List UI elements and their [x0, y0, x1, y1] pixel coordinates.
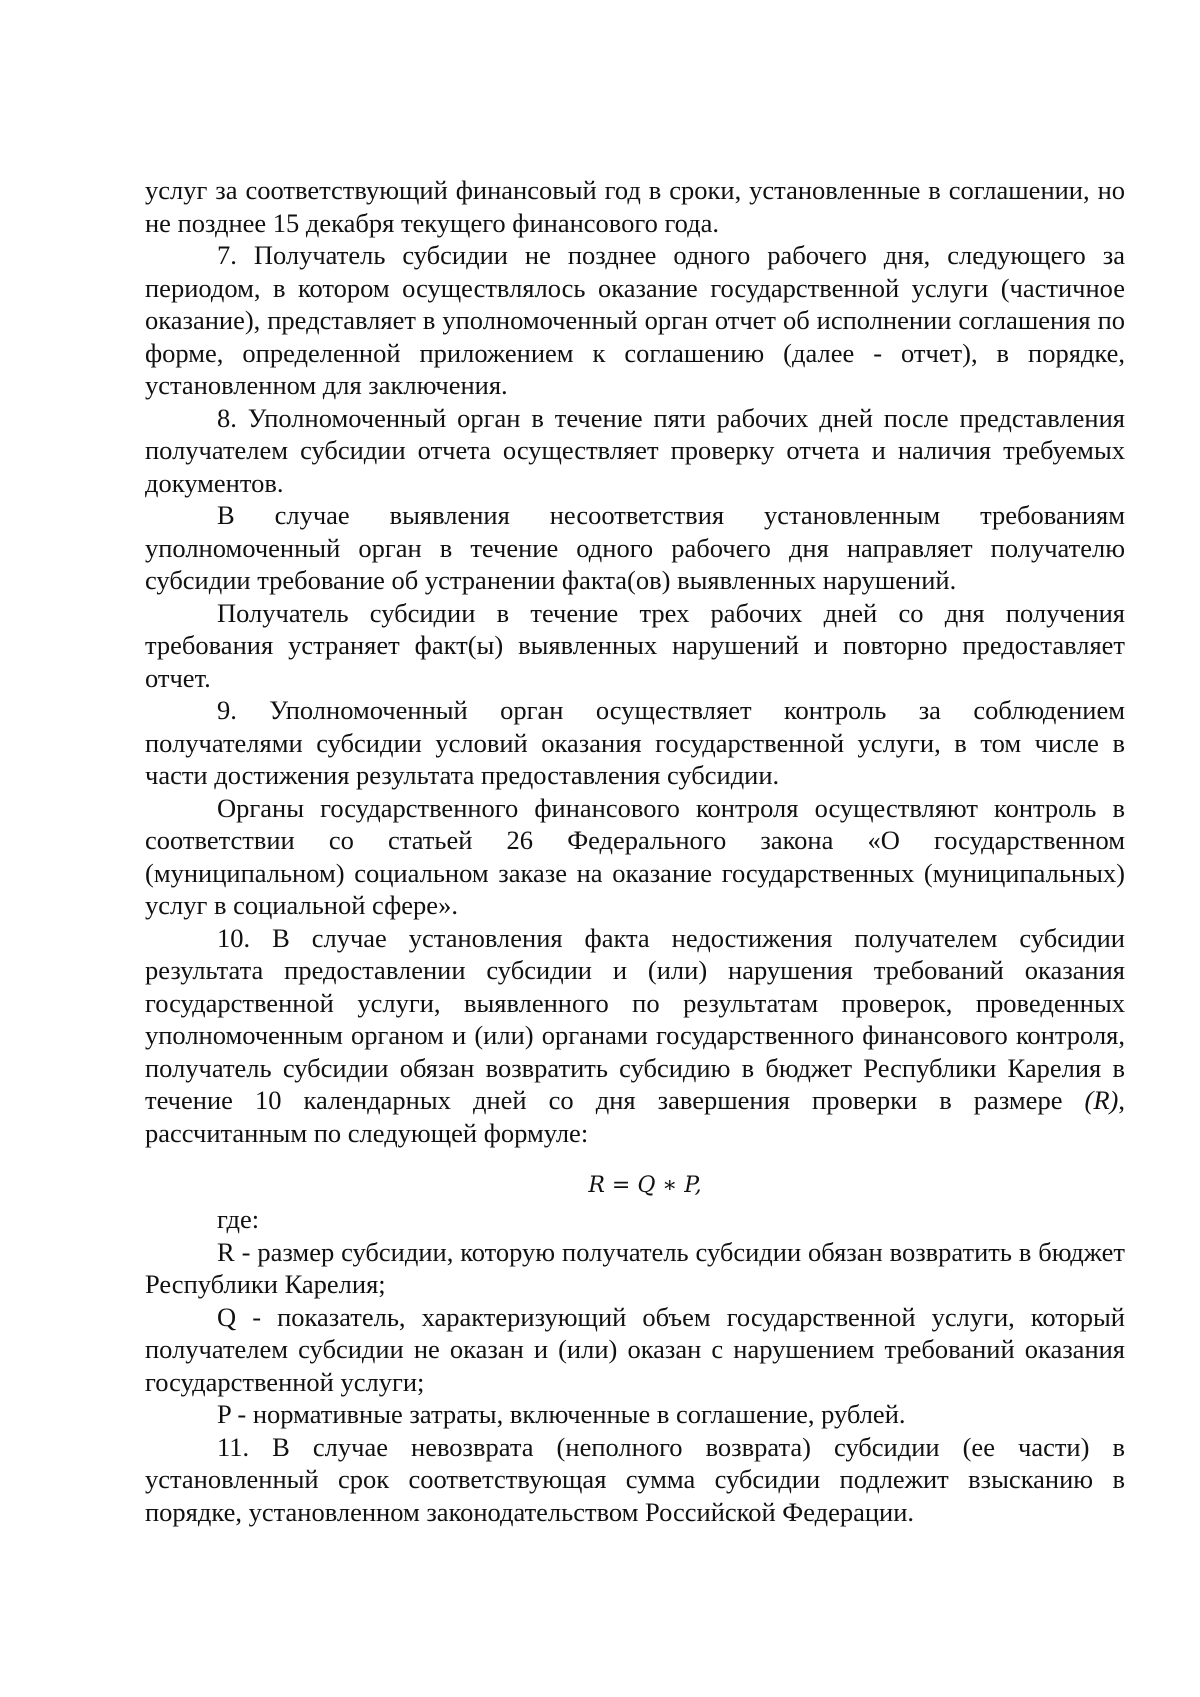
where-label: где: [217, 1204, 260, 1234]
refund-formula: R = Q ∗ P, [588, 1173, 702, 1198]
paragraph-9-financial-control: Органы государственного финансового контроля осуществляют контроль в соответствии со статьей 26 Федерального закона «О государственном (муниципальном) социальном заказе на оказание государственных (муниципальных) услуг в социальной сфере». [145, 792, 1125, 920]
paragraph-10-text-end: , рассчитанным по следующей формуле: [145, 1085, 1125, 1148]
paragraph-9: 9. Уполномоченный орган осуществляет контроль за соблюдением получателями субсидии условий оказания государственной услуги, в том числе в части достижения результата предоставления субсидии. [145, 695, 1125, 790]
paragraph-8-correction: Получатель субсидии в течение трех рабочих дней со дня получения требования устраняет факт(ы) выявленных нарушений и повторно предоставляет отчет. [145, 597, 1125, 693]
paragraph-continuation: услуг за соответствующий финансовый год в сроки, установленные в соглашении, но не позднее 15 декабря текущего финансового года. [145, 175, 1125, 238]
paragraph-11: 11. В случае невозврата (неполного возврата) субсидии (ее части) в установленный срок соответствующая сумма субсидии подлежит взысканию в порядке, установленном законодательством Российской Федерации. [145, 1431, 1125, 1527]
paragraph-10-text-start: 10. В случае установления факта недостижения получателем субсидии результата предоставлении субсидии и (или) нарушения требований оказания государственной услуги, выявленного по результатам проверок, проведенных уполномоченным органом и (или) органами государственного финансового контроля, получатель субсидии обязан возвратить субсидию в бюджет Республики Карелия в течение 10 календарных дней со дня завершения проверки в размере [145, 922, 1125, 1115]
paragraph-8: 8. Уполномоченный орган в течение пяти рабочих дней после представления получателем субсидии отчета осуществляет проверку отчета и наличия требуемых документов. [145, 402, 1125, 498]
definition-p: P - нормативные затраты, включенные в соглашение, рублей. [217, 1399, 906, 1429]
paragraph-10 [145, 922, 1125, 1150]
paragraph-10-variable-r: (R) [1084, 1085, 1119, 1115]
document-page [145, 174, 1125, 1528]
definition-q: Q - показатель, характеризующий объем государственной услуги, который получателем субсидии не оказан и (или) оказан с нарушением требований оказания государственной услуги; [145, 1301, 1125, 1397]
paragraph-7: 7. Получатель субсидии не позднее одного рабочего дня, следующего за периодом, в котором осуществлялось оказание государственной услуги (частичное оказание), представляет в уполномоченный орган отчет об исполнении соглашения по форме, определенной приложением к соглашению (далее - отчет), в порядке, установленном для заключения. [145, 240, 1125, 400]
paragraph-8-nonconformity: В случае выявления несоответствия установленным требованиям уполномоченный орган в течение одного рабочего дня направляет получателю субсидии требование об устранении факта(ов) выявленных нарушений. [145, 500, 1125, 595]
definition-r: R - размер субсидии, которую получатель субсидии обязан возвратить в бюджет Республики Карелия; [145, 1236, 1125, 1299]
